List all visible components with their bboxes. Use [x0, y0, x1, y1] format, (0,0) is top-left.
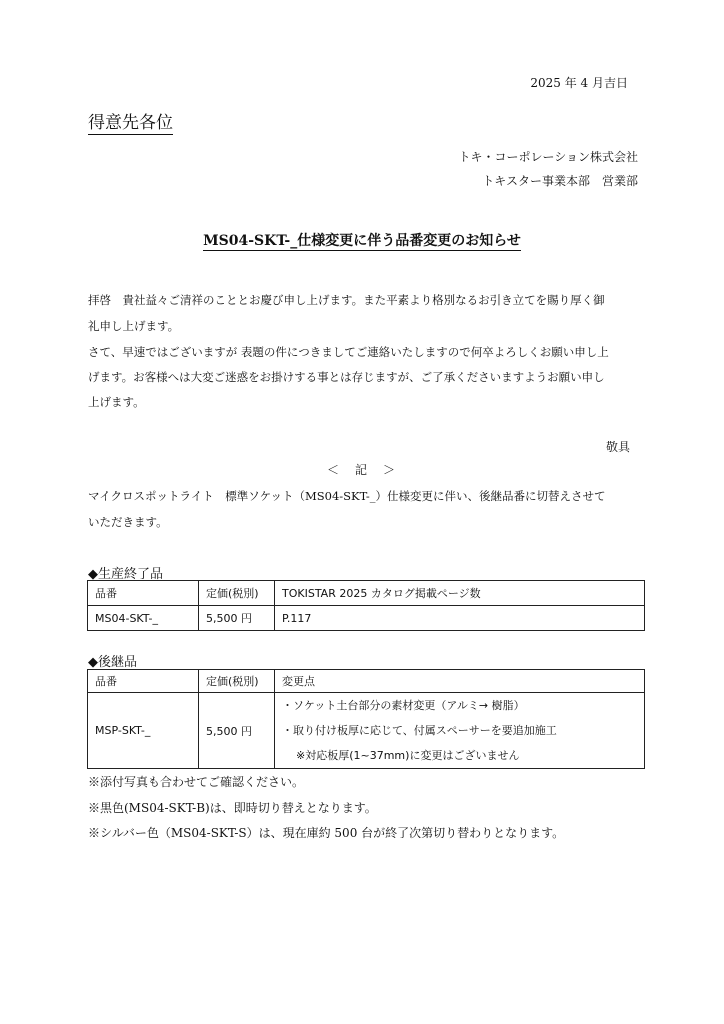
table-row: [88, 693, 645, 769]
cell-price: 5,500 円: [199, 693, 275, 769]
header-part-number: 品番: [88, 581, 199, 606]
discontinued-heading: ◆生産終了品: [88, 567, 163, 582]
closing-word: 敬具: [605, 440, 630, 454]
note-line-1: ※添付写真も合わせてご確認ください。: [88, 775, 305, 789]
body-line-3: さて、早速ではございますが 表題の件につきましてご連絡いたしますので何卒よろしくお願い申し上: [88, 345, 609, 359]
change-note: ※対応板厚(1~37mm)に変更はございません: [296, 749, 520, 762]
body-line-4: げます。お客様へは大変ご迷惑をお掛けする事とは存じますが、ご了承くださいますようお願い申し: [88, 370, 605, 384]
header-changes: 変更点: [275, 670, 645, 693]
body-line-5: 上げます。: [88, 395, 145, 409]
header-catalog-page: TOKISTAR 2025 カタログ掲載ページ数: [275, 581, 645, 606]
note-line-2: ※黒色(MS04-SKT-B)は、即時切り替えとなります。: [88, 801, 377, 815]
sender-department: トキスター事業本部 営業部: [482, 174, 638, 188]
header-price: 定価(税別): [199, 670, 275, 693]
cell-part-number: MSP-SKT-_: [88, 693, 199, 769]
body-line-1: 拝啓 貴社益々ご清祥のこととお慶び申し上げます。また平素より格別なるお引き立てを賜り厚く御: [88, 293, 605, 307]
notice-line-2: いただきます。: [88, 515, 168, 529]
table-header-row: [88, 670, 645, 693]
change-item: ・取り付け板厚に応じて、付属スペーサーを要追加施工: [282, 724, 557, 737]
table-header-row: [88, 581, 645, 606]
successor-heading: ◆後継品: [88, 655, 137, 670]
cell-changes: [275, 693, 645, 769]
recipients-heading: 得意先各位: [88, 108, 173, 135]
cell-price: 5,500 円: [199, 606, 275, 631]
notice-line-1: マイクロスポットライト 標準ソケット（MS04-SKT-_）仕様変更に伴い、後継品番に切替えさせて: [88, 489, 606, 503]
successor-table: [87, 669, 645, 769]
note-line-3: ※シルバー色（MS04-SKT-S）は、現在庫約 500 台が終了次第切り替わりとなります。: [88, 826, 565, 840]
document-date: 2025 年 4 月吉日: [530, 76, 628, 90]
ki-marker: ＜ 記 ＞: [326, 463, 397, 477]
sender-company: トキ・コーポレーション株式会社: [458, 150, 638, 164]
header-part-number: 品番: [88, 670, 199, 693]
document-title: [0, 230, 724, 250]
cell-catalog-page: P.117: [275, 606, 645, 631]
header-price: 定価(税別): [199, 581, 275, 606]
document-title-text: MS04-SKT-_仕様変更に伴う品番変更のお知らせ: [203, 233, 521, 249]
cell-part-number: MS04-SKT-_: [88, 606, 199, 631]
body-line-2: 礼申し上げます。: [88, 319, 180, 333]
discontinued-table: [87, 580, 645, 631]
table-row: [88, 606, 645, 631]
change-item: ・ソケット土台部分の素材変更（アルミ→ 樹脂）: [282, 699, 525, 712]
